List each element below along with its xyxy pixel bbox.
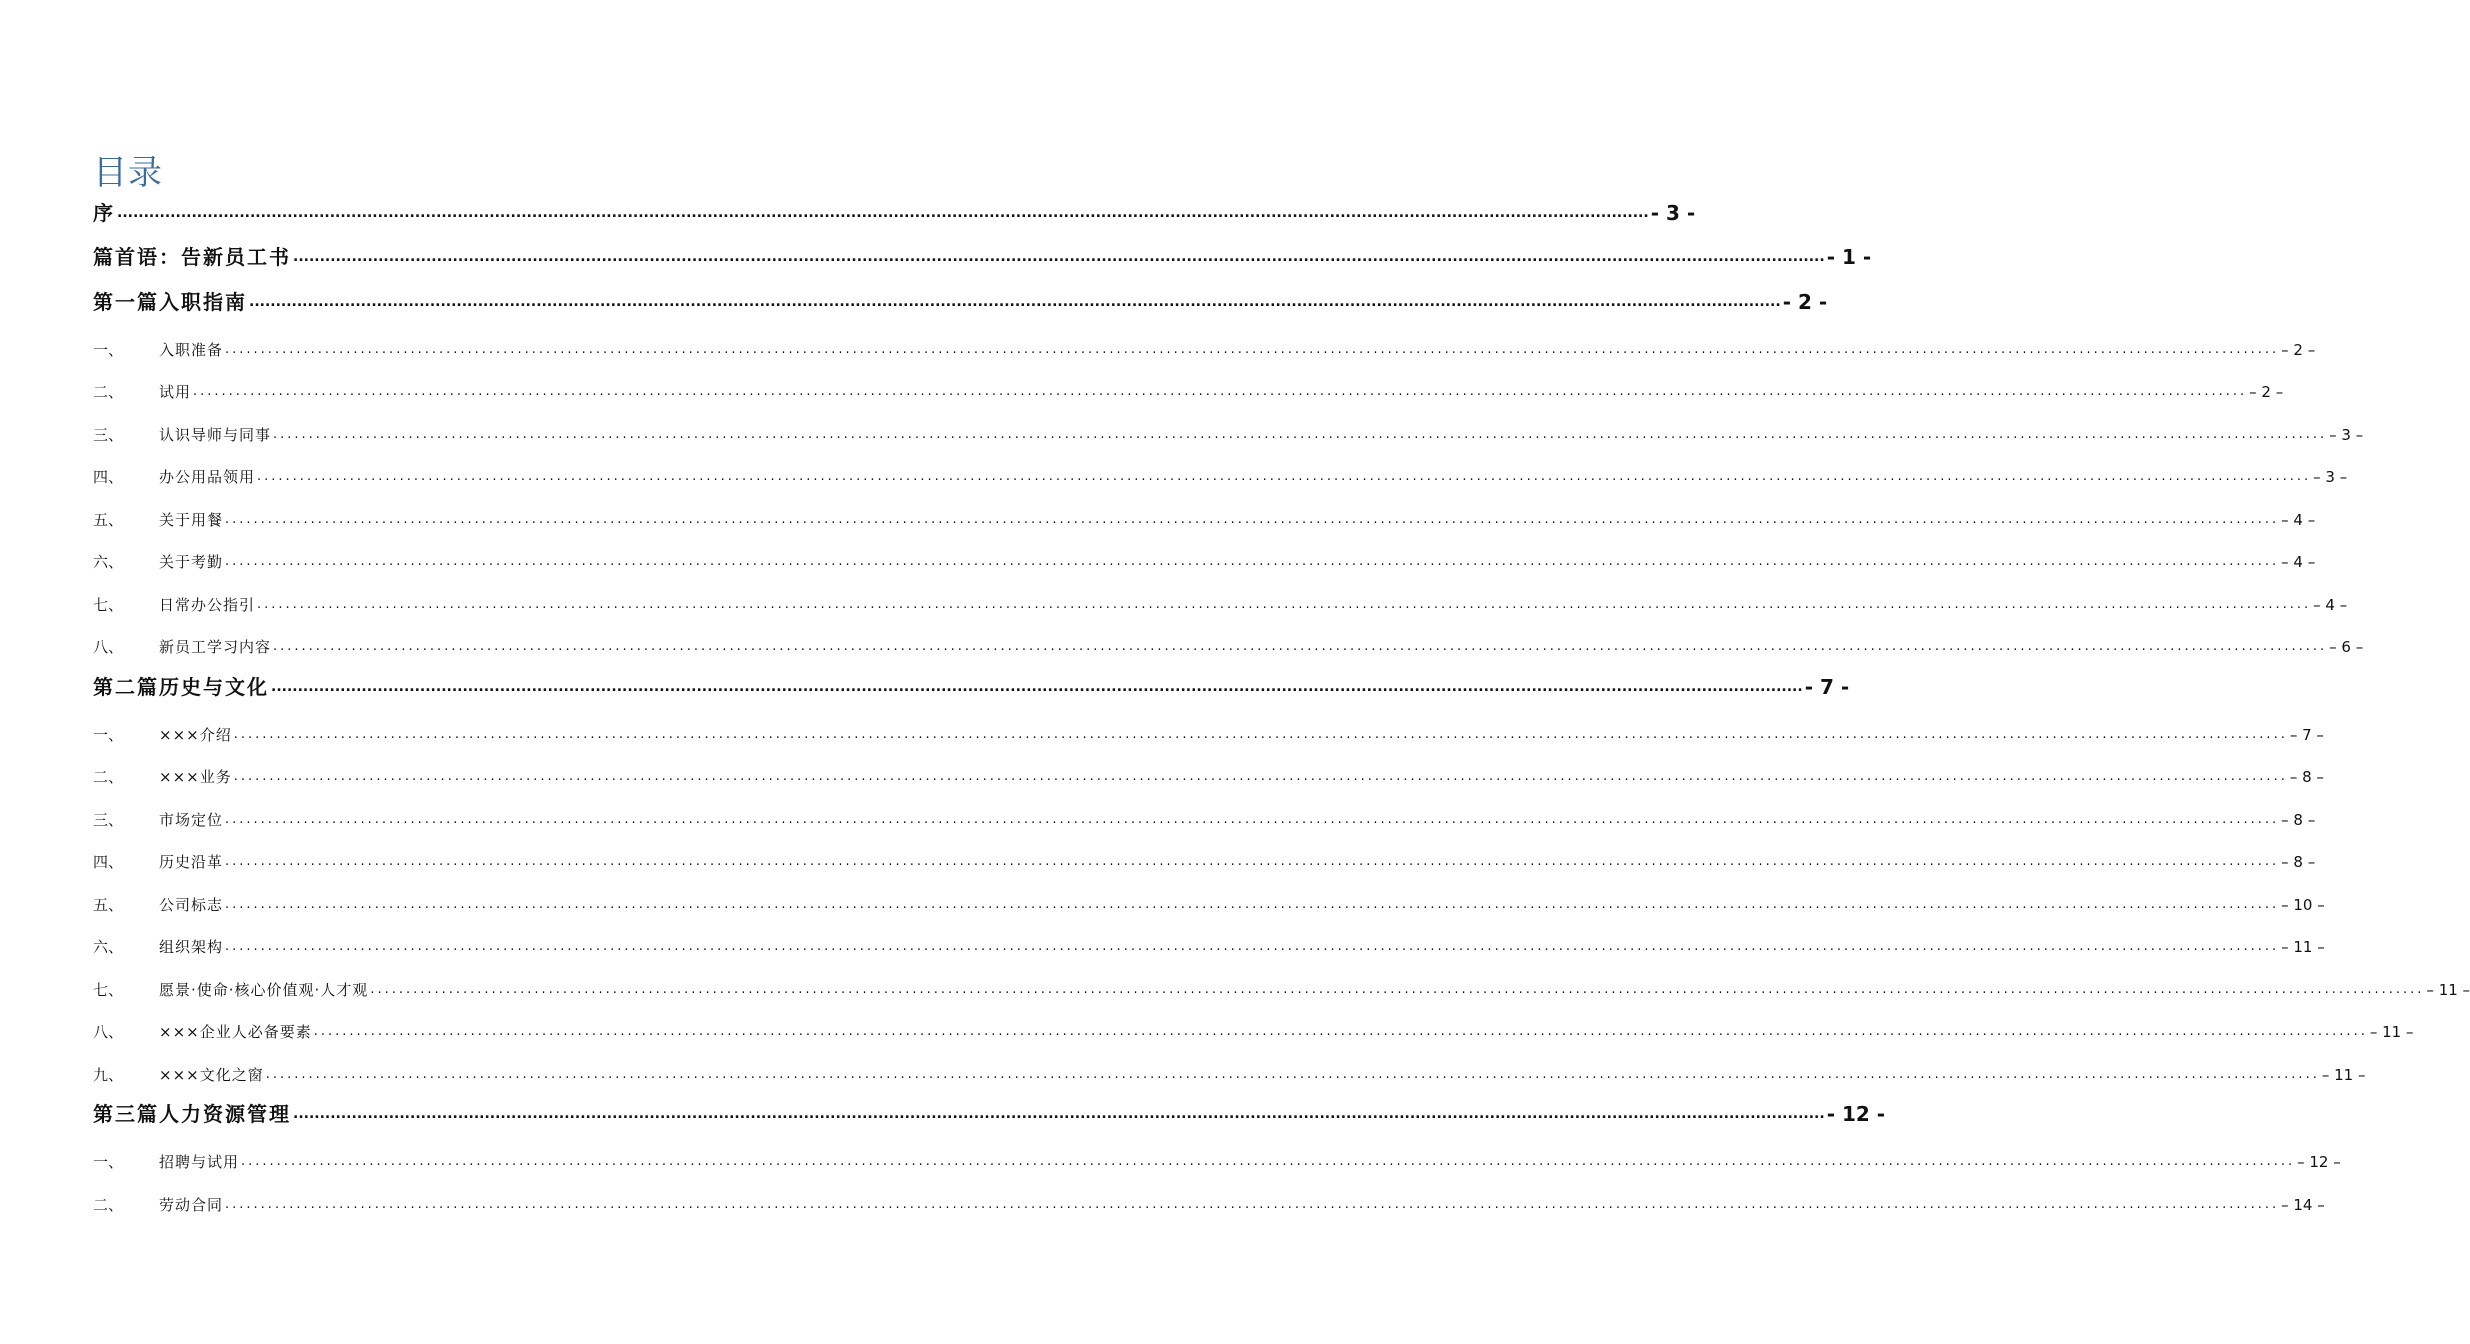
toc-entry[interactable] xyxy=(93,971,2470,1003)
toc-dot-leader: ................................................................................................................................................................................................................................................................................................ xyxy=(225,1197,2280,1212)
toc-entry[interactable] xyxy=(93,373,2284,405)
toc-entry-title: ×××企业人必备要素 xyxy=(159,1023,312,1041)
toc-entry[interactable] xyxy=(93,801,2316,833)
toc-dot-leader: ................................................................................................................................................................................................................................................................................................ xyxy=(225,897,2280,912)
toc-entry-page-number: - 3 - xyxy=(1650,201,1696,225)
toc-entry-number: 一、 xyxy=(93,341,124,359)
toc-dot-leader: ................................................................................................................................................................................................................................................................................................ xyxy=(225,554,2280,569)
toc-dot-leader: ................................................................................................................................................................................................................................................................................................ xyxy=(225,939,2280,954)
toc-entry-title: 试用 xyxy=(159,383,192,401)
toc-entry-title: 办公用品领用 xyxy=(159,468,256,486)
toc-entry[interactable] xyxy=(93,1056,2366,1088)
toc-entry[interactable] xyxy=(93,758,2324,790)
toc-dot-leader: ................................................................................................................................................................................................................................................................................................ xyxy=(225,812,2280,827)
toc-dot-leader: ................................................................................................................................................................................................................................................................................................ xyxy=(273,427,2328,442)
toc-dot-leader: ................................................................................................................................................................................................................................................................................................ xyxy=(117,205,1649,221)
toc-entry-number: 九、 xyxy=(93,1066,124,1084)
toc-entry-number: 四、 xyxy=(93,468,124,486)
toc-dot-leader: ................................................................................................................................................................................................................................................................................................ xyxy=(293,1106,1825,1122)
toc-entry[interactable] xyxy=(93,1143,2341,1175)
toc-entry[interactable] xyxy=(93,543,2316,575)
toc-entry-title: ×××文化之窗 xyxy=(159,1066,264,1084)
toc-entry-title: 新员工学习内容 xyxy=(159,638,272,656)
toc-dot-leader: ................................................................................................................................................................................................................................................................................................ xyxy=(273,639,2328,654)
toc-dot-leader: ................................................................................................................................................................................................................................................................................................ xyxy=(313,1024,2368,1039)
toc-entry-page-number: – 11 – xyxy=(2369,1023,2414,1041)
toc-entry-page-number: – 10 – xyxy=(2281,896,2325,914)
toc-entry[interactable] xyxy=(93,1186,2325,1218)
toc-dot-leader: ................................................................................................................................................................................................................................................................................................ xyxy=(225,512,2280,527)
toc-entry-page-number: - 12 - xyxy=(1826,1102,1886,1126)
toc-entry-title: 篇首语：告新员工书 xyxy=(93,245,291,269)
toc-entry[interactable] xyxy=(93,928,2325,960)
toc-entry-page-number: – 12 – xyxy=(2297,1153,2341,1171)
toc-entry[interactable] xyxy=(93,628,2364,660)
toc-entry-page-number: – 4 – xyxy=(2281,511,2316,529)
toc-entry-page-number: – 7 – xyxy=(2289,726,2324,744)
toc-entry-title: 关于用餐 xyxy=(159,511,224,529)
toc-entry-title: 序 xyxy=(93,201,115,225)
toc-dot-leader: ................................................................................................................................................................................................................................................................................................ xyxy=(271,679,1803,695)
toc-entry[interactable] xyxy=(93,1013,2414,1045)
toc-dot-leader: ................................................................................................................................................................................................................................................................................................ xyxy=(233,769,2288,784)
toc-entry-page-number: – 4 – xyxy=(2281,553,2316,571)
toc-entry-title: 第二篇历史与文化 xyxy=(93,675,269,699)
toc-entry-number: 七、 xyxy=(93,981,124,999)
toc-entry-page-number: – 11 – xyxy=(2426,981,2470,999)
toc-entry[interactable] xyxy=(93,843,2316,875)
toc-entry-page-number: – 2 – xyxy=(2281,341,2316,359)
toc-entry-number: 一、 xyxy=(93,1153,124,1171)
toc-entry-title: 组织架构 xyxy=(159,938,224,956)
toc-dot-leader: ................................................................................................................................................................................................................................................................................................ xyxy=(241,1154,2296,1169)
toc-entry-number: 三、 xyxy=(93,426,124,444)
toc-entry-page-number: – 8 – xyxy=(2281,811,2316,829)
toc-entry[interactable] xyxy=(93,196,1696,228)
toc-entry-number: 七、 xyxy=(93,596,124,614)
toc-entry-page-number: – 8 – xyxy=(2281,853,2316,871)
toc-entry-title: ×××业务 xyxy=(159,768,232,786)
toc-entry-page-number: – 11 – xyxy=(2321,1066,2366,1084)
toc-entry-title: ×××介绍 xyxy=(159,726,232,744)
toc-entry-page-number: – 8 – xyxy=(2289,768,2324,786)
toc-entry-number: 二、 xyxy=(93,1196,124,1214)
toc-entry-number: 五、 xyxy=(93,511,124,529)
toc-entry[interactable] xyxy=(93,331,2316,363)
toc-entry-number: 六、 xyxy=(93,553,124,571)
toc-entry-title: 第三篇人力资源管理 xyxy=(93,1102,291,1126)
toc-entry[interactable] xyxy=(93,716,2324,748)
toc-entry-title: 关于考勤 xyxy=(159,553,224,571)
toc-entry-number: 八、 xyxy=(93,1023,124,1041)
toc-entry-title: 劳动合同 xyxy=(159,1196,224,1214)
toc-dot-leader: ................................................................................................................................................................................................................................................................................................ xyxy=(225,342,2280,357)
toc-entry-number: 二、 xyxy=(93,768,124,786)
toc-entry-page-number: - 1 - xyxy=(1826,245,1872,269)
toc-entry-page-number: – 14 – xyxy=(2281,1196,2325,1214)
toc-entry-page-number: – 4 – xyxy=(2313,596,2348,614)
toc-entry-page-number: – 6 – xyxy=(2329,638,2364,656)
toc-dot-leader: ................................................................................................................................................................................................................................................................................................ xyxy=(370,982,2425,997)
toc-dot-leader: ................................................................................................................................................................................................................................................................................................ xyxy=(193,384,2248,399)
toc-entry-page-number: – 2 – xyxy=(2249,383,2284,401)
toc-entry[interactable] xyxy=(93,240,1872,272)
toc-dot-leader: ................................................................................................................................................................................................................................................................................................ xyxy=(293,249,1825,265)
toc-entry-number: 一、 xyxy=(93,726,124,744)
toc-entry[interactable] xyxy=(93,416,2364,448)
toc-dot-leader: ................................................................................................................................................................................................................................................................................................ xyxy=(265,1067,2320,1082)
toc-entry-page-number: – 11 – xyxy=(2281,938,2325,956)
toc-entry-title: 历史沿革 xyxy=(159,853,224,871)
toc-entry-title: 招聘与试用 xyxy=(159,1153,240,1171)
toc-entry-title: 市场定位 xyxy=(159,811,224,829)
toc-entry-number: 五、 xyxy=(93,896,124,914)
toc-entry[interactable] xyxy=(93,501,2316,533)
toc-entry-title: 日常办公指引 xyxy=(159,596,256,614)
toc-entry[interactable] xyxy=(93,1097,1886,1129)
toc-dot-leader: ................................................................................................................................................................................................................................................................................................ xyxy=(225,854,2280,869)
toc-entry-page-number: – 3 – xyxy=(2313,468,2348,486)
toc-heading: 目录 xyxy=(93,153,163,193)
toc-entry-title: 公司标志 xyxy=(159,896,224,914)
toc-dot-leader: ................................................................................................................................................................................................................................................................................................ xyxy=(257,597,2312,612)
toc-entry[interactable] xyxy=(93,458,2348,490)
toc-entry-title: 第一篇入职指南 xyxy=(93,290,247,314)
toc-entry-title: 愿景·使命·核心价值观·人才观 xyxy=(159,981,369,999)
toc-entry-number: 四、 xyxy=(93,853,124,871)
toc-entry-number: 六、 xyxy=(93,938,124,956)
toc-entry-title: 入职准备 xyxy=(159,341,224,359)
toc-entry-page-number: - 2 - xyxy=(1782,290,1828,314)
toc-entry-number: 八、 xyxy=(93,638,124,656)
toc-entry[interactable] xyxy=(93,670,1850,702)
toc-entry[interactable] xyxy=(93,586,2348,618)
toc-entry-page-number: - 7 - xyxy=(1804,675,1850,699)
toc-dot-leader: ................................................................................................................................................................................................................................................................................................ xyxy=(249,294,1781,310)
toc-entry-title: 认识导师与同事 xyxy=(159,426,272,444)
toc-entry[interactable] xyxy=(93,886,2325,918)
toc-dot-leader: ................................................................................................................................................................................................................................................................................................ xyxy=(257,469,2312,484)
toc-entry-page-number: – 3 – xyxy=(2329,426,2364,444)
toc-entry-number: 二、 xyxy=(93,383,124,401)
toc-entry-number: 三、 xyxy=(93,811,124,829)
toc-entry[interactable] xyxy=(93,285,1828,317)
toc-dot-leader: ................................................................................................................................................................................................................................................................................................ xyxy=(233,727,2288,742)
